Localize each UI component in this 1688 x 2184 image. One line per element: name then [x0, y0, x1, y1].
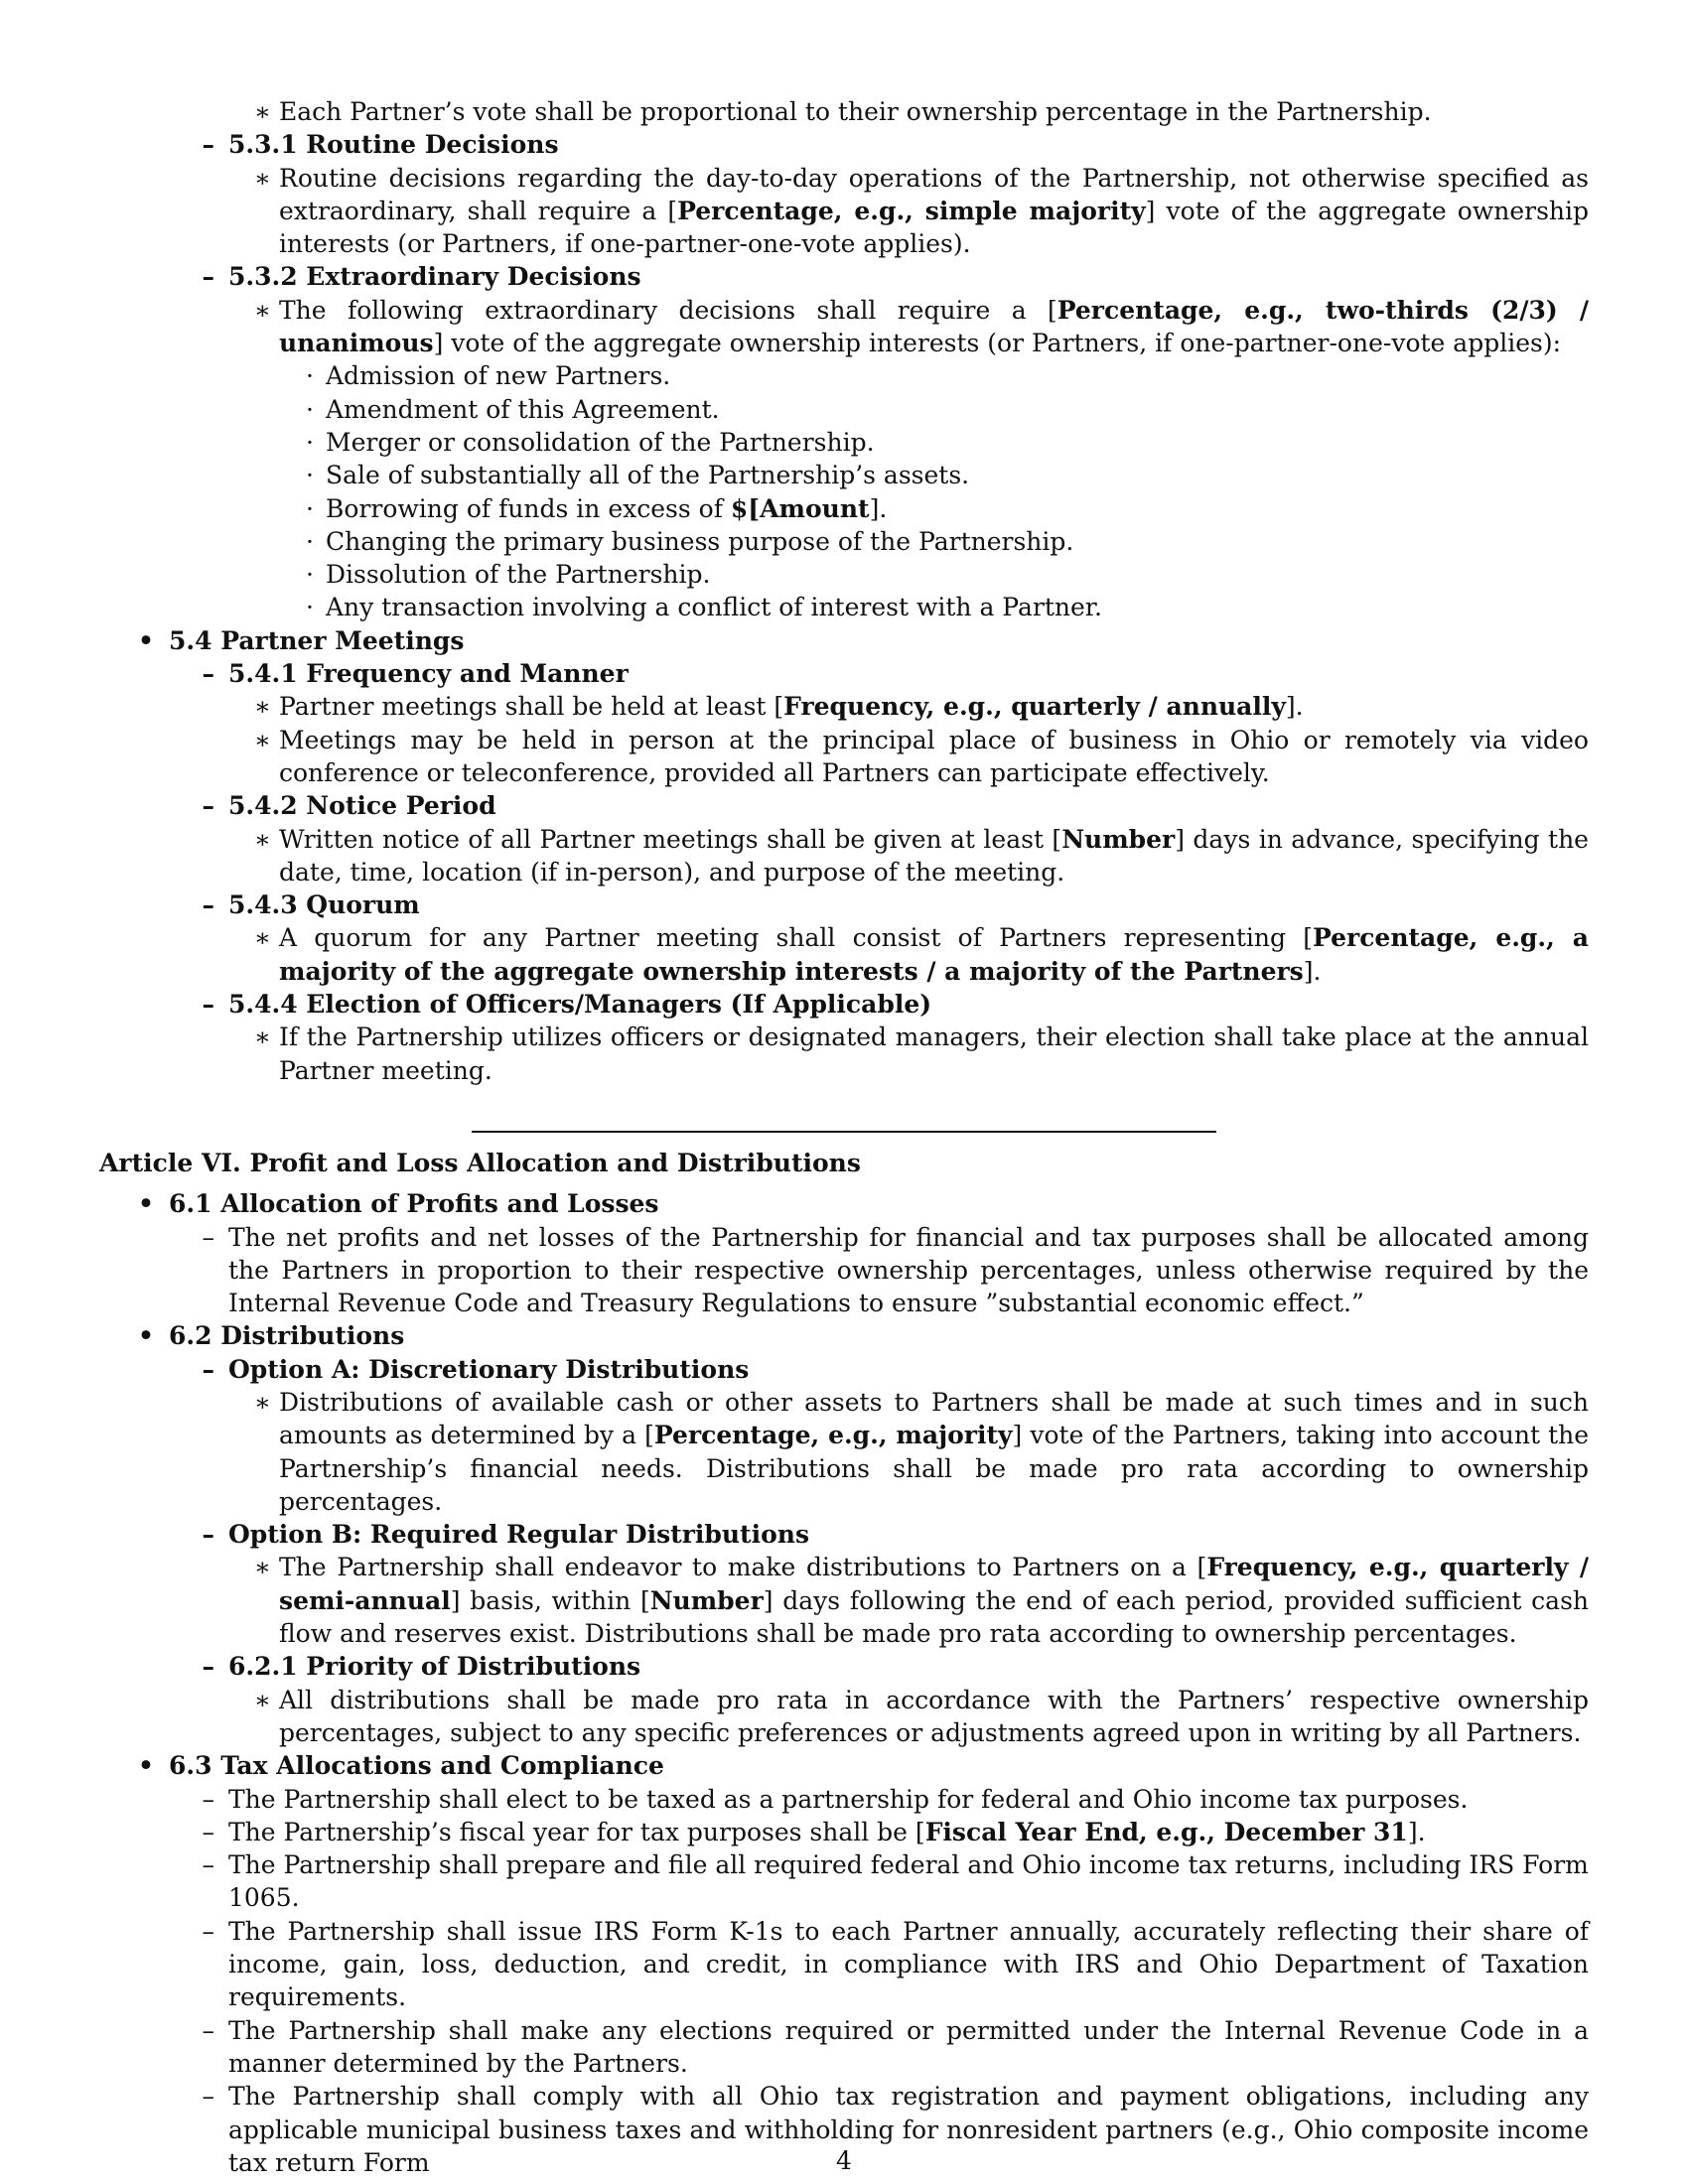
asterisk-marker: ∗ — [254, 97, 271, 126]
list-item: · Sale of substantially all of the Partnership’s assets. — [306, 461, 970, 490]
list-item: – The Partnership shall comply with all Ohio tax registration and payment obligations, including any applicable municipal business taxes and withholding for nonresident partners (e.g., Ohio composite income tax return Form — [202, 2082, 1589, 2177]
list-item: – The Partnership shall prepare and file all required federal and Ohio income tax returns, including IRS Form 1065. — [202, 1850, 1589, 1913]
list-item: · Borrowing of funds in excess of $[Amount]. — [306, 493, 888, 523]
list-item: ∗ If the Partnership utilizes officers or designated managers, their election shall take place at the annual Partner meeting. — [254, 1023, 1589, 1085]
article-heading: Article VI. Profit and Loss Allocation and Distributions — [99, 1148, 861, 1177]
list-item: · Amendment of this Agreement. — [306, 394, 720, 424]
list-item: ∗ Meetings may be held in person at the principal place of business in Ohio or remotely via video conference or teleconference, provided all Partners can participate effectively. — [254, 725, 1589, 787]
section-heading-6-2: • 6.2 Distributions — [138, 1321, 405, 1351]
list-item: · Dissolution of the Partnership. — [306, 560, 711, 590]
section-heading-5-3-1: – 5.3.1 Routine Decisions — [202, 130, 559, 160]
section-heading-6-1: • 6.1 Allocation of Profits and Losses — [138, 1189, 659, 1219]
horizontal-rule — [472, 1131, 1216, 1133]
list-item: ∗ Each Partner’s vote shall be proportional to their ownership percentage in the Partnership. — [279, 95, 1589, 128]
list-item: · Admission of new Partners. — [306, 361, 671, 391]
list-item: ∗ The following extraordinary decisions shall require a [Percentage, e.g., two-thirds (2/3) / unanimous] vote of the aggregate ownership interests (or Partners, if one-partner-one-vote applies): — [254, 295, 1589, 358]
list-item: ∗ A quorum for any Partner meeting shall consist of Partners representing [Percentage, e.g., a majority of the aggregate ownership interests / a majority of the Partners]. — [254, 923, 1589, 986]
list-item: · Merger or consolidation of the Partnership. — [306, 427, 875, 457]
list-item: – The net profits and net losses of the Partnership for financial and tax purposes shall be allocated among the Partners in proportion to their respective ownership percentages, unless otherwise required by the Internal Revenue Code and Treasury Regulations to ensure ”substantial economic effect.” — [202, 1222, 1589, 1318]
list-item: ∗ All distributions shall be made pro rata in accordance with the Partners’ respective ownership percentages, subject to any specific preferences or adjustments agreed upon in writing by all Partners. — [254, 1685, 1589, 1747]
list-item: ∗ Partner meetings shall be held at least [Frequency, e.g., quarterly / annually]. — [254, 692, 1304, 722]
section-heading-5-4-4: – 5.4.4 Election of Officers/Managers (If Applicable) — [202, 990, 932, 1020]
option-b-heading: – Option B: Required Regular Distributions — [202, 1520, 810, 1550]
list-item: ∗ Written notice of all Partner meetings shall be given at least [Number] days in advance, specifying the date, time, location (if in-person), and purpose of the meeting. — [254, 824, 1589, 887]
page-number: 4 — [836, 2146, 852, 2175]
list-item: ∗ The Partnership shall endeavor to make distributions to Partners on a [Frequency, e.g., quarterly / semi-annual] basis, within [Number] days following the end of each period, provided sufficient cash flow and reserves exist. Distributions shall be made pro rata according to ownership percentages. — [254, 1553, 1589, 1649]
list-item: – The Partnership’s fiscal year for tax purposes shall be [Fiscal Year End, e.g., December 31]. — [202, 1817, 1426, 1846]
list-item: · Any transaction involving a conflict of interest with a Partner. — [306, 593, 1102, 622]
document-page — [99, 95, 1589, 2179]
option-a-heading: – Option A: Discretionary Distributions — [202, 1354, 750, 1384]
section-heading-5-4-1: – 5.4.1 Frequency and Manner — [202, 659, 629, 689]
list-item: – The Partnership shall issue IRS Form K-1s to each Partner annually, accurately reflecting their share of income, gain, loss, deduction, and credit, in compliance with IRS and Ohio Department of Taxation requirements. — [202, 1916, 1589, 2012]
section-heading-5-4-3: – 5.4.3 Quorum — [202, 890, 420, 920]
section-heading-6-3: • 6.3 Tax Allocations and Compliance — [138, 1751, 664, 1781]
section-heading-6-2-1: – 6.2.1 Priority of Distributions — [202, 1652, 641, 1682]
list-item: ∗ Routine decisions regarding the day-to-day operations of the Partnership, not otherwise specified as extraordinary, shall require a [Percentage, e.g., simple majority] vote of the aggregate ownership interests (or Partners, if one-partner-one-vote applies). — [254, 163, 1589, 259]
section-heading-5-4: • 5.4 Partner Meetings — [138, 625, 465, 655]
section-heading-5-3-2: – 5.3.2 Extraordinary Decisions — [202, 262, 641, 292]
section-heading-5-4-2: – 5.4.2 Notice Period — [202, 791, 496, 821]
list-item: ∗ Distributions of available cash or other assets to Partners shall be made at such times and in such amounts as determined by a [Percentage, e.g., majority] vote of the Partners, taking into account the Partnership’s financial needs. Distributions shall be made pro rata according to ownership percentages. — [254, 1387, 1590, 1516]
list-item: – The Partnership shall make any elections required or permitted under the Internal Revenue Code in a manner determined by the Partners. — [202, 2015, 1589, 2078]
list-item: · Changing the primary business purpose of the Partnership. — [306, 526, 1074, 556]
list-item: – The Partnership shall elect to be taxed as a partnership for federal and Ohio income tax purposes. — [202, 1784, 1469, 1814]
